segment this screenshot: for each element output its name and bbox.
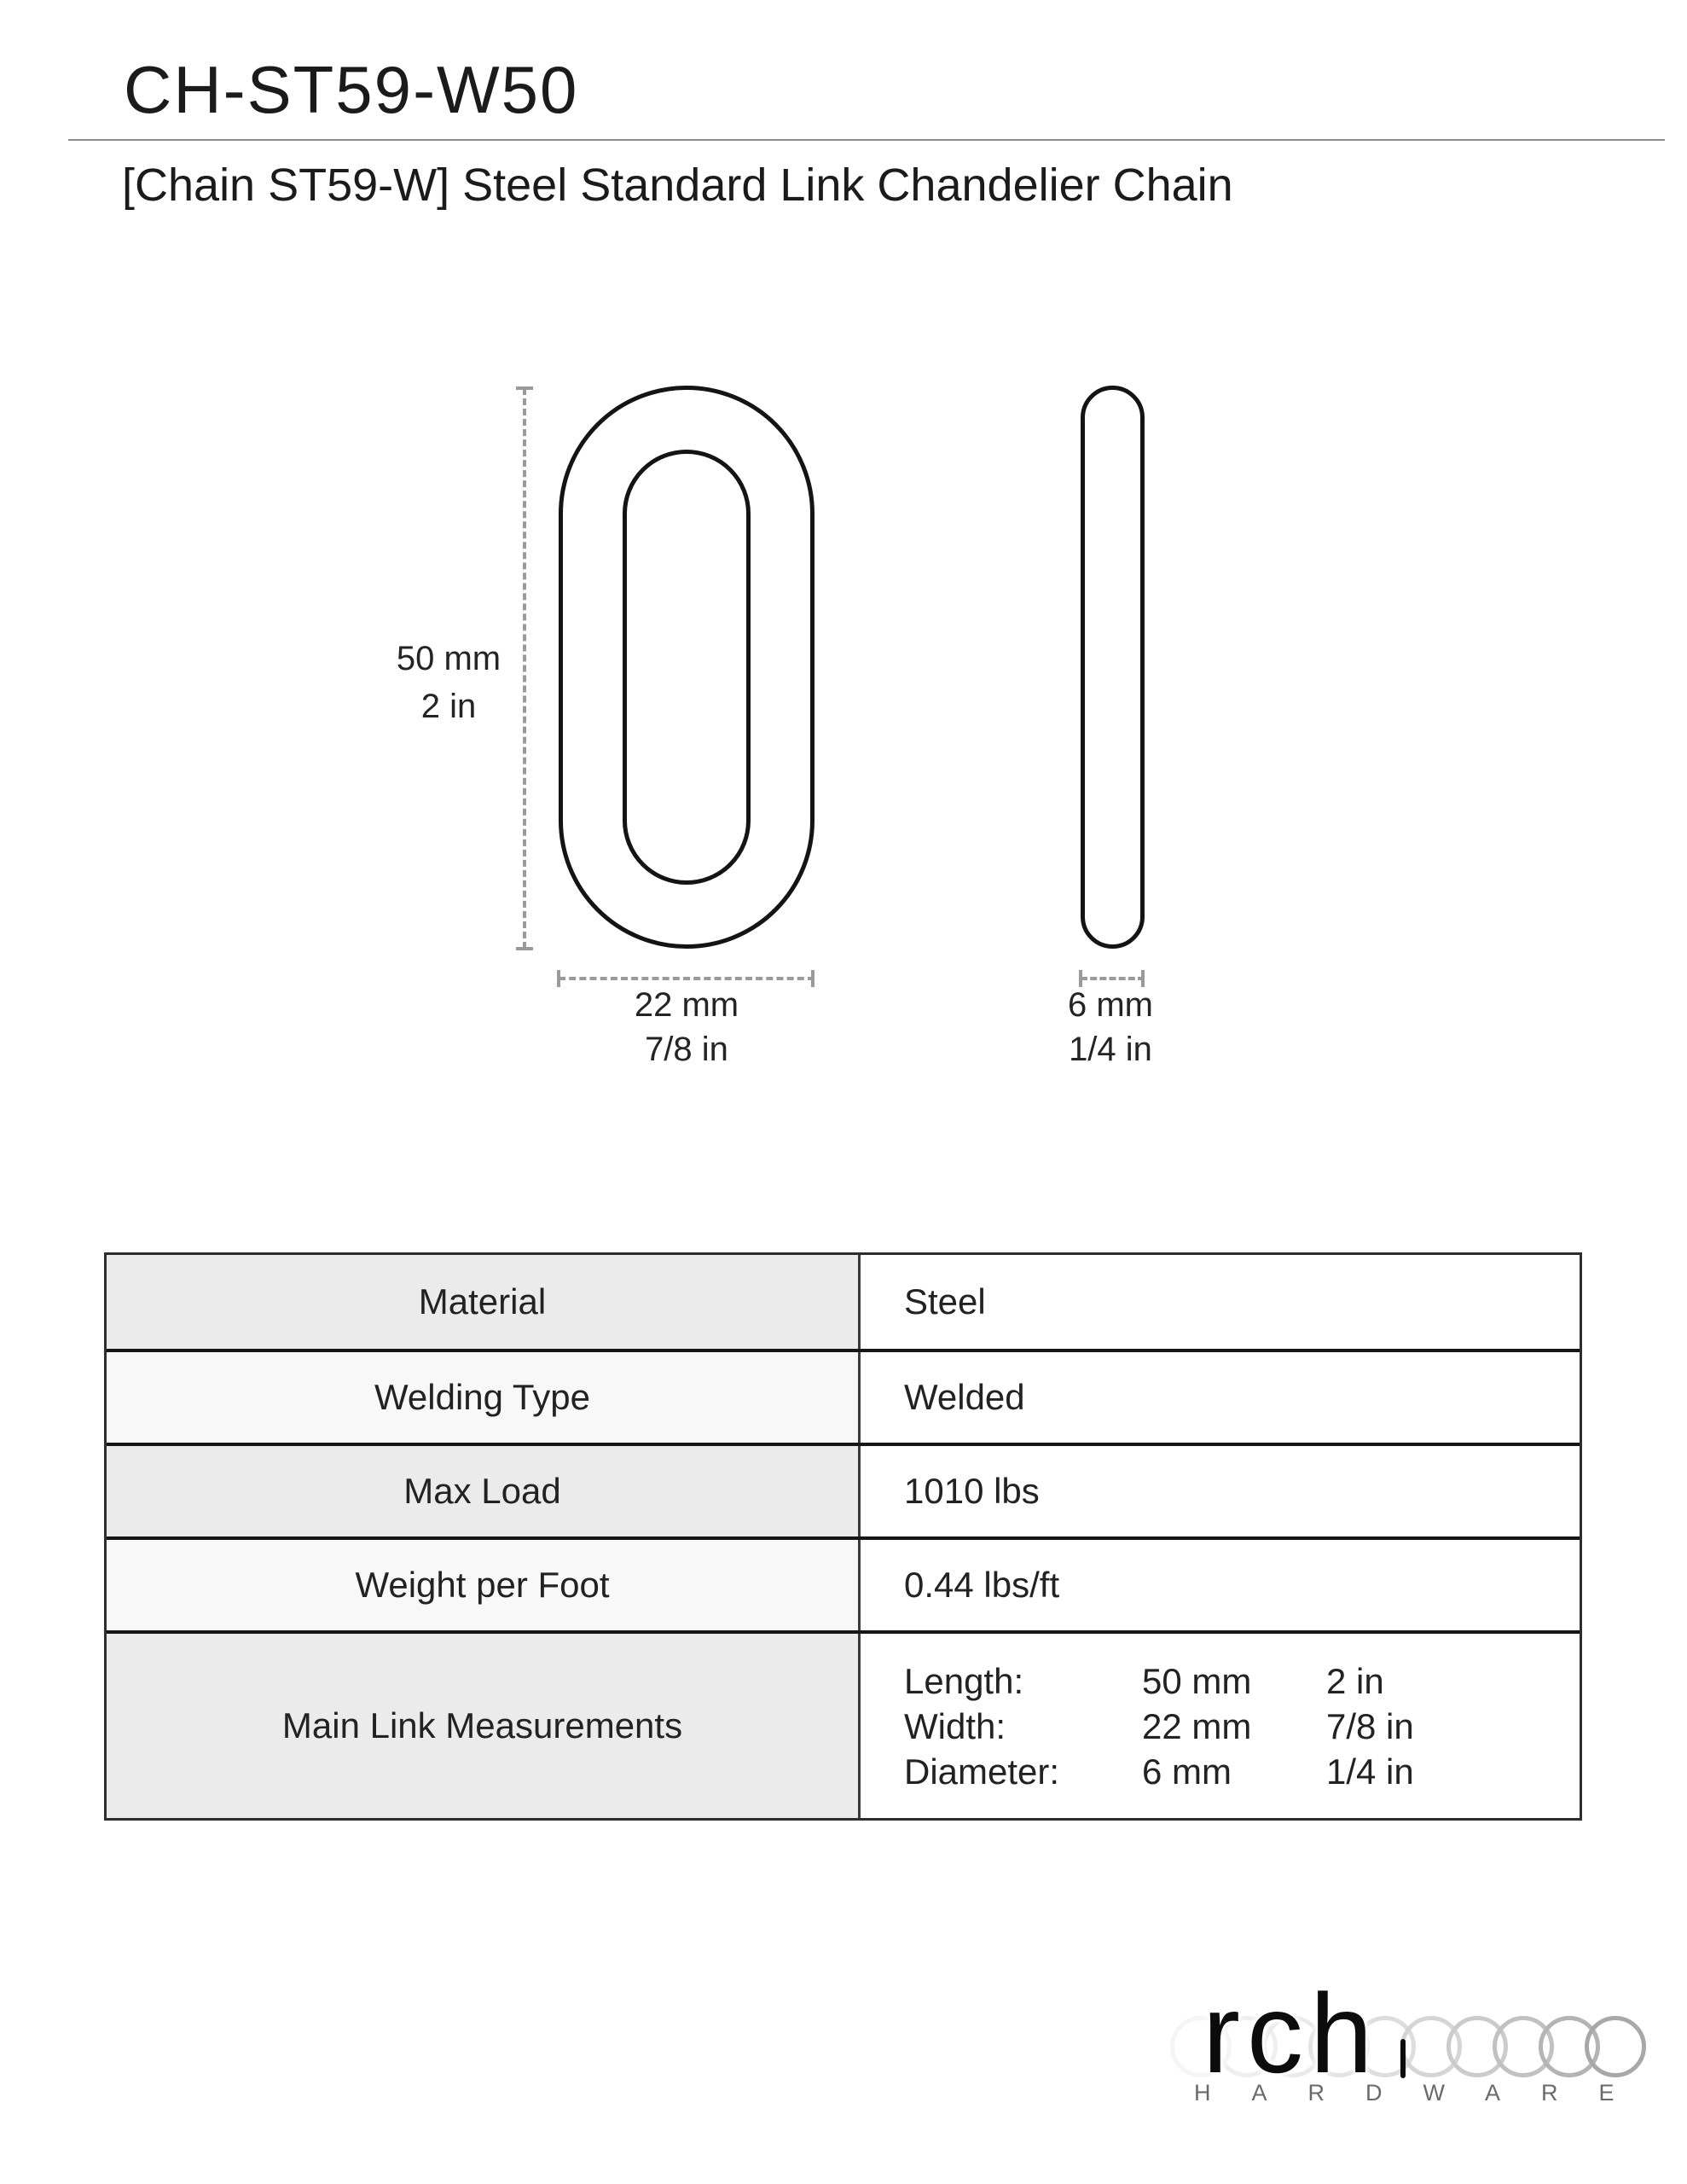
table-row	[107, 1630, 1580, 1818]
height-dimension-bottom-tick	[516, 947, 533, 950]
front-width-dimension-label	[559, 983, 815, 1072]
brand-logo-mark	[1400, 2039, 1406, 2078]
row-value: Steel	[858, 1255, 1580, 1349]
height-dimension-label	[346, 635, 551, 730]
measurement-metric: 22 mm	[1142, 1705, 1252, 1746]
brand-logo-text: rch	[1203, 1971, 1380, 2096]
measurement-metric: 6 mm	[1142, 1751, 1232, 1792]
table-row	[107, 1536, 1580, 1630]
link-side-view-outline	[1081, 386, 1145, 949]
brand-tagline: HARDWARE	[1194, 2080, 1655, 2106]
measurement-metric: 50 mm	[1142, 1660, 1252, 1701]
side-width-dimension-line	[1081, 977, 1145, 980]
link-front-view-hole	[623, 450, 751, 885]
measurement-name: Diameter:	[904, 1751, 1060, 1792]
table-row	[107, 1255, 1580, 1349]
row-value	[858, 1634, 1580, 1818]
side-width-metric-label: 6 mm	[1068, 986, 1153, 1024]
measurements-grid	[904, 1658, 1414, 1794]
row-value: Welded	[858, 1352, 1580, 1443]
height-dimension-top-tick	[516, 386, 533, 390]
spec-table	[104, 1252, 1582, 1821]
front-width-metric-label: 22 mm	[634, 986, 739, 1024]
table-row	[107, 1349, 1580, 1443]
height-imperial-label: 2 in	[420, 688, 477, 725]
row-label: Weight per Foot	[107, 1540, 858, 1630]
measurement-imperial: 7/8 in	[1326, 1705, 1414, 1746]
chain-ring	[1585, 2016, 1646, 2077]
row-label: Max Load	[107, 1446, 858, 1536]
measurement-name: Width:	[904, 1705, 1006, 1746]
row-value: 0.44 lbs/ft	[858, 1540, 1580, 1630]
front-width-dimension-line	[559, 977, 815, 980]
side-width-dimension-label	[1017, 983, 1204, 1072]
measurement-imperial: 2 in	[1326, 1660, 1384, 1701]
measurement-name: Length:	[904, 1660, 1024, 1701]
table-row	[107, 1443, 1580, 1536]
measurement-imperial: 1/4 in	[1326, 1751, 1414, 1792]
row-label: Main Link Measurements	[107, 1634, 858, 1818]
row-value: 1010 lbs	[858, 1446, 1580, 1536]
row-label: Material	[107, 1255, 858, 1349]
title-divider	[68, 139, 1665, 141]
front-width-imperial-label: 7/8 in	[645, 1031, 728, 1068]
page-title: CH-ST59-W50	[124, 52, 579, 127]
side-width-imperial-label: 1/4 in	[1069, 1031, 1152, 1068]
row-label: Welding Type	[107, 1352, 858, 1443]
height-metric-label: 50 mm	[396, 640, 501, 677]
page-subtitle: [Chain ST59-W] Steel Standard Link Chandelier Chain	[122, 160, 1233, 211]
